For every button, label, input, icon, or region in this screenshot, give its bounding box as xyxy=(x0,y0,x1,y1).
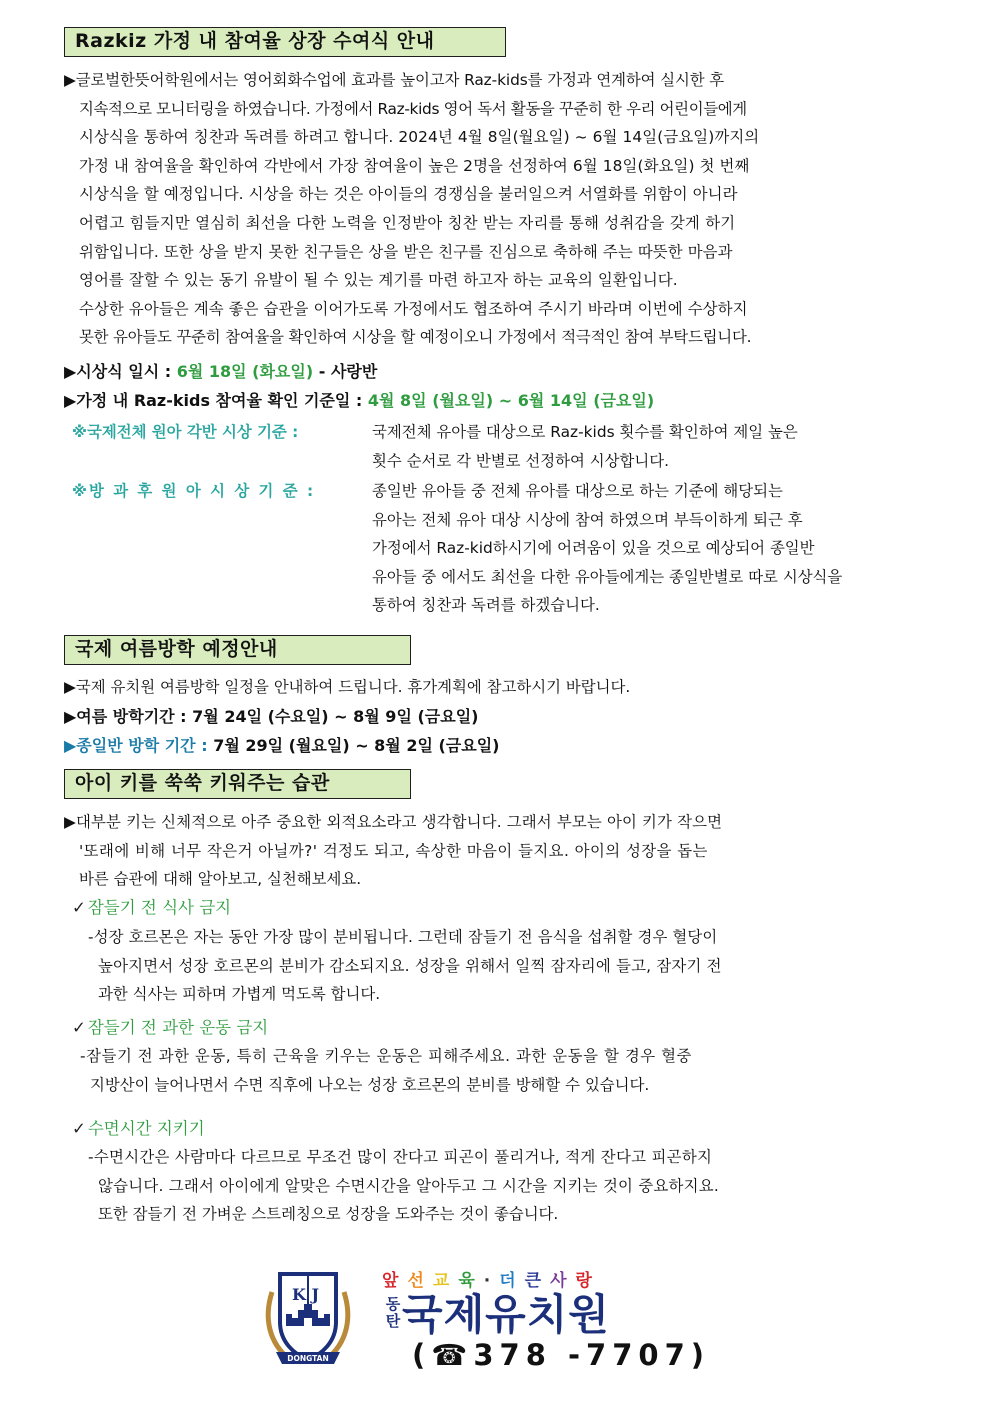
vacation-intro: ▶국제 유치원 여름방학 일정을 안내하여 드립니다. 휴가계획에 참고하시기 바랍니다. xyxy=(64,678,631,696)
summer-value: 7월 24일 (수요일) ~ 8월 9일 (금요일) xyxy=(192,707,479,726)
tip3-heading xyxy=(72,1115,205,1143)
emblem-letters: K J xyxy=(292,1285,320,1304)
height-intro-line-0: ▶대부분 키는 신체적으로 아주 중요한 외적요소라고 생각합니다. 그래서 부모는 아이 키가 작으면 xyxy=(64,813,723,831)
kindergarten-logo xyxy=(262,1262,711,1382)
note1-line-1: 횟수 순서로 각 반별로 선정하여 시상합니다. xyxy=(372,451,669,470)
note2-line-3: 유아들 중 에서도 최선을 다한 유아들에게는 종일반별로 따로 시상식을 xyxy=(372,567,843,586)
tip3-body xyxy=(88,1143,930,1229)
tip3-title: 수면시간 지키기 xyxy=(87,1119,205,1138)
period-row xyxy=(64,387,654,415)
intro-line-9: 못한 유아들도 꾸준히 참여율을 확인하여 시상을 할 예정이오니 가정에서 적극적인 참여 부탁드립니다. xyxy=(79,328,752,347)
note2-line-4: 통하여 칭찬과 독려를 하겠습니다. xyxy=(372,596,600,615)
section2-title: 국제 여름방학 예정안내 xyxy=(64,635,411,665)
intro-line-4: 시상식을 할 예정입니다. 시상을 하는 것은 아이들의 경쟁심을 불러일으켜 서열화를 위함이 아니라 xyxy=(79,185,738,204)
tip3-line-2: 또한 잠들기 전 가벼운 스트레칭으로 성장을 도와주는 것이 좋습니다. xyxy=(98,1205,559,1224)
tip2-line-1: 지방산이 늘어나면서 수면 직후에 나오는 성장 호르몬의 분비를 방해할 수 있습니다. xyxy=(90,1075,650,1094)
motto-char: 교 xyxy=(432,1271,459,1291)
motto-char: · xyxy=(483,1271,500,1291)
name-prefix xyxy=(384,1296,402,1330)
name-main: 국제유치원 xyxy=(402,1290,610,1339)
period-label: ▶가정 내 Raz-kids 참여율 확인 기준일 : xyxy=(64,391,368,410)
note2-text xyxy=(372,477,932,620)
section3-intro xyxy=(64,808,930,894)
motto-char: 선 xyxy=(407,1271,433,1291)
motto-char: 육 xyxy=(458,1271,484,1291)
note1-text xyxy=(372,418,932,475)
motto-char: 큰 xyxy=(524,1271,551,1291)
motto-char: 사 xyxy=(550,1271,576,1291)
allday-value: 7월 29일 (월요일) ~ 8월 2일 (금요일) xyxy=(213,736,500,755)
tip1-line-1: 높아지면서 성장 호르몬의 분비가 감소되지요. 성장을 위해서 일찍 잠자리에 들고, 잠자기 전 xyxy=(98,956,722,975)
note2-line-2: 가정에서 Raz-kid하시기에 어려움이 있을 것으로 예상되어 종일반 xyxy=(372,539,815,558)
intro-line-1: 지속적으로 모니터링을 하였습니다. 가정에서 Raz-kids 영어 독서 활동을 꾸준히 한 우리 어린이들에게 xyxy=(79,99,747,118)
tip1-body xyxy=(88,923,930,1009)
tip1-line-2: 과한 식사는 피하며 가볍게 먹도록 합니다. xyxy=(98,985,381,1004)
period-value: 4월 8일 (월요일) ~ 6월 14일 (금요일) xyxy=(367,391,655,410)
intro-line-2: 시상식을 통하여 칭찬과 독려를 하려고 합니다. 2024년 4월 8일(월요일) ~ 6월 14일(금요일)까지의 xyxy=(79,128,760,147)
note2-line-1: 유아는 전체 유아 대상 시상에 참여 하였으며 부득이하게 퇴근 후 xyxy=(372,510,803,529)
section3-title: 아이 키를 쑥쑥 키워주는 습관 xyxy=(64,769,411,799)
intro-line-7: 영어를 잘할 수 있는 동기 유발이 될 수 있는 계기를 마련 하고자 하는 교육의 일환입니다. xyxy=(79,271,678,290)
height-intro-line-1: '또래에 비해 너무 작은거 아닐까?' 걱정도 되고, 속상한 마음이 들지요. 아이의 성장을 돕는 xyxy=(79,841,708,860)
tip2-heading xyxy=(72,1014,268,1042)
tip2-title: 잠들기 전 과한 운동 금지 xyxy=(87,1018,269,1037)
intro-line-5: 어렵고 힘들지만 열심히 최선을 다한 노력을 인정받아 칭찬 받는 자리를 통해 성취감을 갖게 하기 xyxy=(79,213,736,232)
name-prefix-top: 동 xyxy=(385,1295,401,1313)
kindergarten-name xyxy=(384,1292,610,1338)
tip2-body xyxy=(80,1042,930,1099)
section1-intro xyxy=(64,66,930,352)
tip1-title: 잠들기 전 식사 금지 xyxy=(87,898,232,917)
emblem-icon xyxy=(262,1262,354,1374)
section1-title: Razkiz 가정 내 참여율 상장 수여식 안내 xyxy=(64,27,506,57)
allday-label: ▶종일반 방학 기간 : xyxy=(64,736,214,755)
motto-char: 랑 xyxy=(575,1271,601,1291)
summer-vacation-row xyxy=(64,703,478,731)
ceremony-date: 6월 18일 (화요일) xyxy=(176,362,314,381)
motto xyxy=(382,1266,601,1291)
motto-char: 더 xyxy=(499,1271,525,1291)
emblem-ribbon-text: DONGTAN xyxy=(287,1354,329,1363)
intro-line-0: ▶글로벌한뜻어학원에서는 영어회화수업에 효과를 높이고자 Raz-kids를 가정과 연계하여 실시한 후 xyxy=(64,71,725,89)
ceremony-label: ▶시상식 일시 : xyxy=(64,362,177,381)
note1-line-0: 국제전체 유아를 대상으로 Raz-kids 횟수를 확인하여 제일 높은 xyxy=(372,423,798,441)
allday-vacation-row xyxy=(64,732,500,760)
tip3-line-0: -수면시간은 사람마다 다르므로 무조건 많이 잔다고 피곤이 풀리거나, 적게 잔다고 피곤하지 xyxy=(88,1148,713,1166)
check-icon: ✓ xyxy=(72,898,86,917)
note1-label: ※국제전체 원아 각반 시상 기준 : xyxy=(72,423,299,441)
height-intro-line-2: 바른 습관에 대해 알아보고, 실천해보세요. xyxy=(79,870,362,889)
tip1-heading xyxy=(72,894,231,922)
tip3-line-1: 않습니다. 그래서 아이에게 알맞은 수면시간을 알아두고 그 시간을 지키는 것이 중요하지요. xyxy=(98,1176,720,1195)
ceremony-date-row xyxy=(64,358,377,386)
note2-line-0: 종일반 유아들 중 전체 유아를 대상으로 하는 기준에 해당되는 xyxy=(372,482,783,500)
intro-line-6: 위함입니다. 또한 상을 받지 못한 친구들은 상을 받은 친구를 진심으로 축하해 주는 따뜻한 마음과 xyxy=(79,242,733,261)
tip2-line-0: -잠들기 전 과한 운동, 특히 근육을 키우는 운동은 피해주세요. 과한 운동을 할 경우 혈중 xyxy=(80,1047,692,1065)
intro-line-3: 가정 내 참여율을 확인하여 각반에서 가장 참여율이 높은 2명을 선정하여 6월 18일(화요일) 첫 번째 xyxy=(79,156,750,175)
name-prefix-bottom: 탄 xyxy=(385,1312,401,1330)
intro-line-8: 수상한 유아들은 계속 좋은 습관을 이어가도록 가정에서도 협조하여 주시기 바라며 이번에 수상하지 xyxy=(79,299,748,318)
ceremony-place: - 사랑반 xyxy=(313,362,378,381)
section2-intro xyxy=(64,673,930,702)
tip1-line-0: -성장 호르몬은 자는 동안 가장 많이 분비됩니다. 그런데 잠들기 전 음식을 섭취할 경우 혈당이 xyxy=(88,928,718,946)
phone-number: (☎378 -7707) xyxy=(412,1338,711,1372)
motto-char: 앞 xyxy=(382,1271,408,1291)
note2-label: ※방 과 후 원 아 시 상 기 준 : xyxy=(72,482,316,500)
summer-label: ▶여름 방학기간 : xyxy=(64,707,193,726)
check-icon: ✓ xyxy=(72,1119,86,1138)
check-icon: ✓ xyxy=(72,1018,86,1037)
